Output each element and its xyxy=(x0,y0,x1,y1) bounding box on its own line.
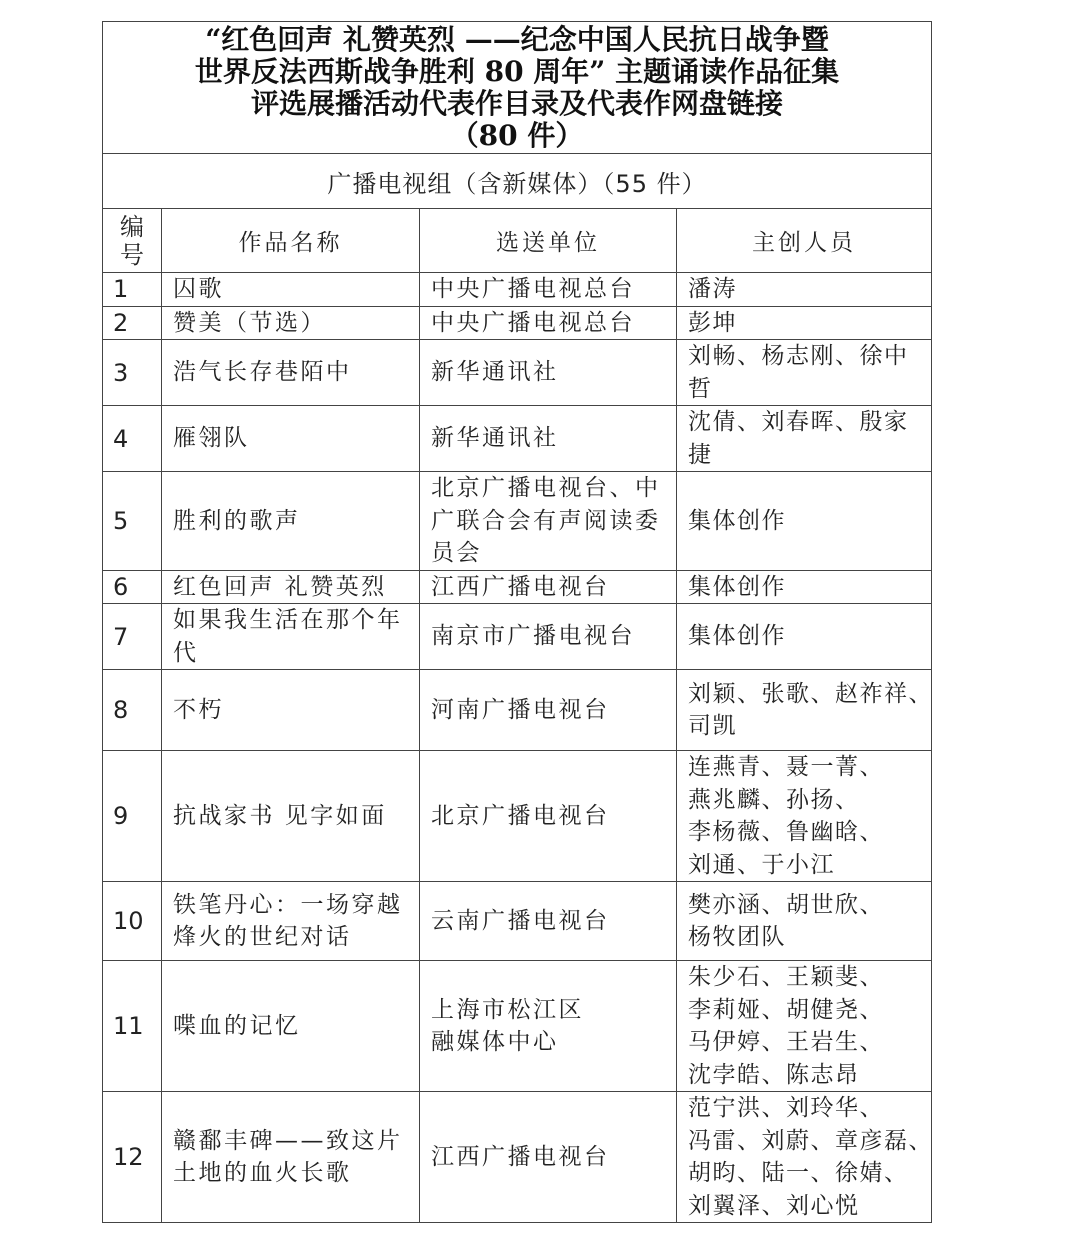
header-number-line: 号 xyxy=(120,240,144,269)
cell-line: 范宁洪、刘玲华、 xyxy=(688,1095,884,1121)
people-cell xyxy=(677,306,932,340)
table-row xyxy=(103,961,932,1092)
cell-line: 胜利的歌声 xyxy=(173,507,301,534)
cell-line: 融媒体中心 xyxy=(431,1029,559,1055)
people-cell xyxy=(677,751,932,882)
cell-line: 冯雷、刘蔚、章彦磊、 xyxy=(688,1127,933,1154)
cell-line: 中央广播电视总台 xyxy=(431,309,635,336)
cell-line: 上海市松江区 xyxy=(431,996,584,1023)
row-number: 8 xyxy=(103,670,162,751)
cell-line: 北京广播电视台、中 xyxy=(431,475,661,501)
table-row xyxy=(103,472,932,571)
table-row xyxy=(103,570,932,604)
cell-line: 连燕青、聂一菁、 xyxy=(688,754,884,780)
cell-line: 沈倩、刘春晖、殷家 xyxy=(688,409,909,435)
work-name-cell xyxy=(162,882,420,961)
header-people: 主创人员 xyxy=(677,209,932,273)
cell-line: 不朽 xyxy=(173,696,224,723)
cell-line: 代 xyxy=(173,639,199,666)
cell-line: 集体创作 xyxy=(688,623,786,650)
row-number: 10 xyxy=(103,882,162,961)
work-name-cell xyxy=(162,406,420,472)
cell-line: 抗战家书 见字如面 xyxy=(173,802,387,829)
work-name-cell xyxy=(162,340,420,406)
header-number xyxy=(103,209,162,273)
work-name-cell xyxy=(162,1092,420,1223)
row-number: 4 xyxy=(103,406,162,472)
work-name-cell xyxy=(162,751,420,882)
unit-cell xyxy=(420,273,677,307)
row-number: 6 xyxy=(103,570,162,604)
cell-line: 胡昀、陆一、徐婧、 xyxy=(688,1160,909,1186)
cell-line: 杨牧团队 xyxy=(688,924,786,950)
cell-line: 刘通、于小江 xyxy=(688,851,835,878)
table-row xyxy=(103,670,932,751)
cell-line: 集体创作 xyxy=(688,573,786,600)
cell-line: 赣鄱丰碑——致这片 xyxy=(173,1127,403,1154)
cell-line: 土地的血火长歌 xyxy=(173,1160,352,1186)
cell-line: 燕兆麟、孙扬、 xyxy=(688,786,860,813)
row-number: 7 xyxy=(103,604,162,670)
cell-line: 潘涛 xyxy=(688,276,737,302)
people-cell xyxy=(677,604,932,670)
catalog-table xyxy=(102,21,932,1223)
cell-line: 南京市广播电视台 xyxy=(431,623,635,650)
unit-cell xyxy=(420,604,677,670)
cell-line: 刘翼泽、刘心悦 xyxy=(688,1192,860,1219)
cell-line: 樊亦涵、胡世欣、 xyxy=(688,891,884,918)
row-number: 12 xyxy=(103,1092,162,1223)
header-unit: 选送单位 xyxy=(420,209,677,273)
unit-cell xyxy=(420,570,677,604)
work-name-cell xyxy=(162,306,420,340)
cell-line: 浩气长存巷陌中 xyxy=(173,359,352,386)
cell-line: 哲 xyxy=(688,375,713,402)
unit-cell xyxy=(420,670,677,751)
work-name-cell xyxy=(162,961,420,1092)
people-cell xyxy=(677,1092,932,1223)
cell-line: 喋血的记忆 xyxy=(173,1012,301,1039)
cell-line: 刘畅、杨志刚、徐中 xyxy=(688,343,909,369)
cell-line: 集体创作 xyxy=(688,507,786,534)
row-number: 3 xyxy=(103,340,162,406)
group-title: 广播电视组（含新媒体）（55 件） xyxy=(103,154,932,209)
cell-line: 李杨薇、鲁幽晗、 xyxy=(688,819,884,845)
cell-line: 囚歌 xyxy=(173,276,224,302)
title-line: 评选展播活动代表作目录及代表作网盘链接 xyxy=(251,86,784,120)
unit-cell xyxy=(420,751,677,882)
table-row xyxy=(103,406,932,472)
unit-cell xyxy=(420,340,677,406)
table-row xyxy=(103,604,932,670)
document-title xyxy=(103,22,932,154)
cell-line: 马伊婷、王岩生、 xyxy=(688,1029,884,1055)
cell-line: 新华通讯社 xyxy=(431,359,559,386)
people-cell xyxy=(677,670,932,751)
people-cell xyxy=(677,340,932,406)
cell-line: 云南广播电视台 xyxy=(431,907,610,934)
cell-line: 如果我生活在那个年 xyxy=(173,607,403,633)
cell-line: 雁翎队 xyxy=(173,425,250,452)
cell-line: 李莉娅、胡健尧、 xyxy=(688,996,884,1023)
table-row xyxy=(103,340,932,406)
header-number-line: 编 xyxy=(120,212,144,241)
row-number: 2 xyxy=(103,306,162,340)
people-cell xyxy=(677,570,932,604)
unit-cell xyxy=(420,306,677,340)
cell-line: 江西广播电视台 xyxy=(431,573,610,600)
cell-line: 员会 xyxy=(431,540,482,566)
cell-line: 烽火的世纪对话 xyxy=(173,924,352,950)
work-name-cell xyxy=(162,604,420,670)
cell-line: 中央广播电视总台 xyxy=(431,276,635,302)
cell-line: 红色回声 礼赞英烈 xyxy=(173,573,387,600)
title-line: 世界反法西斯战争胜利 80 周年” 主题诵读作品征集 xyxy=(194,54,840,88)
table-row xyxy=(103,1092,932,1223)
header-work-name: 作品名称 xyxy=(162,209,420,273)
cell-line: 彭坤 xyxy=(688,309,737,336)
cell-line: 朱少石、王颖斐、 xyxy=(688,964,884,990)
cell-line: 刘颖、张歌、赵祚祥、 xyxy=(688,680,933,707)
cell-line: 铁笔丹心：一场穿越 xyxy=(173,891,403,918)
header-row xyxy=(103,209,932,273)
people-cell xyxy=(677,273,932,307)
title-line: “红色回声 礼赞英烈 ——纪念中国人民抗日战争暨 xyxy=(205,22,829,56)
unit-cell xyxy=(420,406,677,472)
row-number: 11 xyxy=(103,961,162,1092)
unit-cell xyxy=(420,1092,677,1223)
cell-line: 捷 xyxy=(688,441,713,468)
unit-cell xyxy=(420,882,677,961)
people-cell xyxy=(677,882,932,961)
table-row xyxy=(103,882,932,961)
cell-line: 赞美（节选） xyxy=(173,309,326,336)
people-cell xyxy=(677,406,932,472)
cell-line: 北京广播电视台 xyxy=(431,802,610,829)
cell-line: 新华通讯社 xyxy=(431,425,559,452)
table-row xyxy=(103,751,932,882)
cell-line: 河南广播电视台 xyxy=(431,696,610,723)
work-name-cell xyxy=(162,472,420,571)
row-number: 9 xyxy=(103,751,162,882)
row-number: 1 xyxy=(103,273,162,307)
unit-cell xyxy=(420,961,677,1092)
unit-cell xyxy=(420,472,677,571)
cell-line: 广联合会有声阅读委 xyxy=(431,507,661,534)
title-line: （80 件） xyxy=(450,118,584,152)
people-cell xyxy=(677,961,932,1092)
cell-line: 沈孛皓、陈志昂 xyxy=(688,1061,860,1088)
cell-line: 江西广播电视台 xyxy=(431,1143,610,1170)
table-row xyxy=(103,273,932,307)
work-name-cell xyxy=(162,273,420,307)
work-name-cell xyxy=(162,570,420,604)
work-name-cell xyxy=(162,670,420,751)
row-number: 5 xyxy=(103,472,162,571)
table-row xyxy=(103,306,932,340)
cell-line: 司凯 xyxy=(688,713,737,739)
people-cell xyxy=(677,472,932,571)
